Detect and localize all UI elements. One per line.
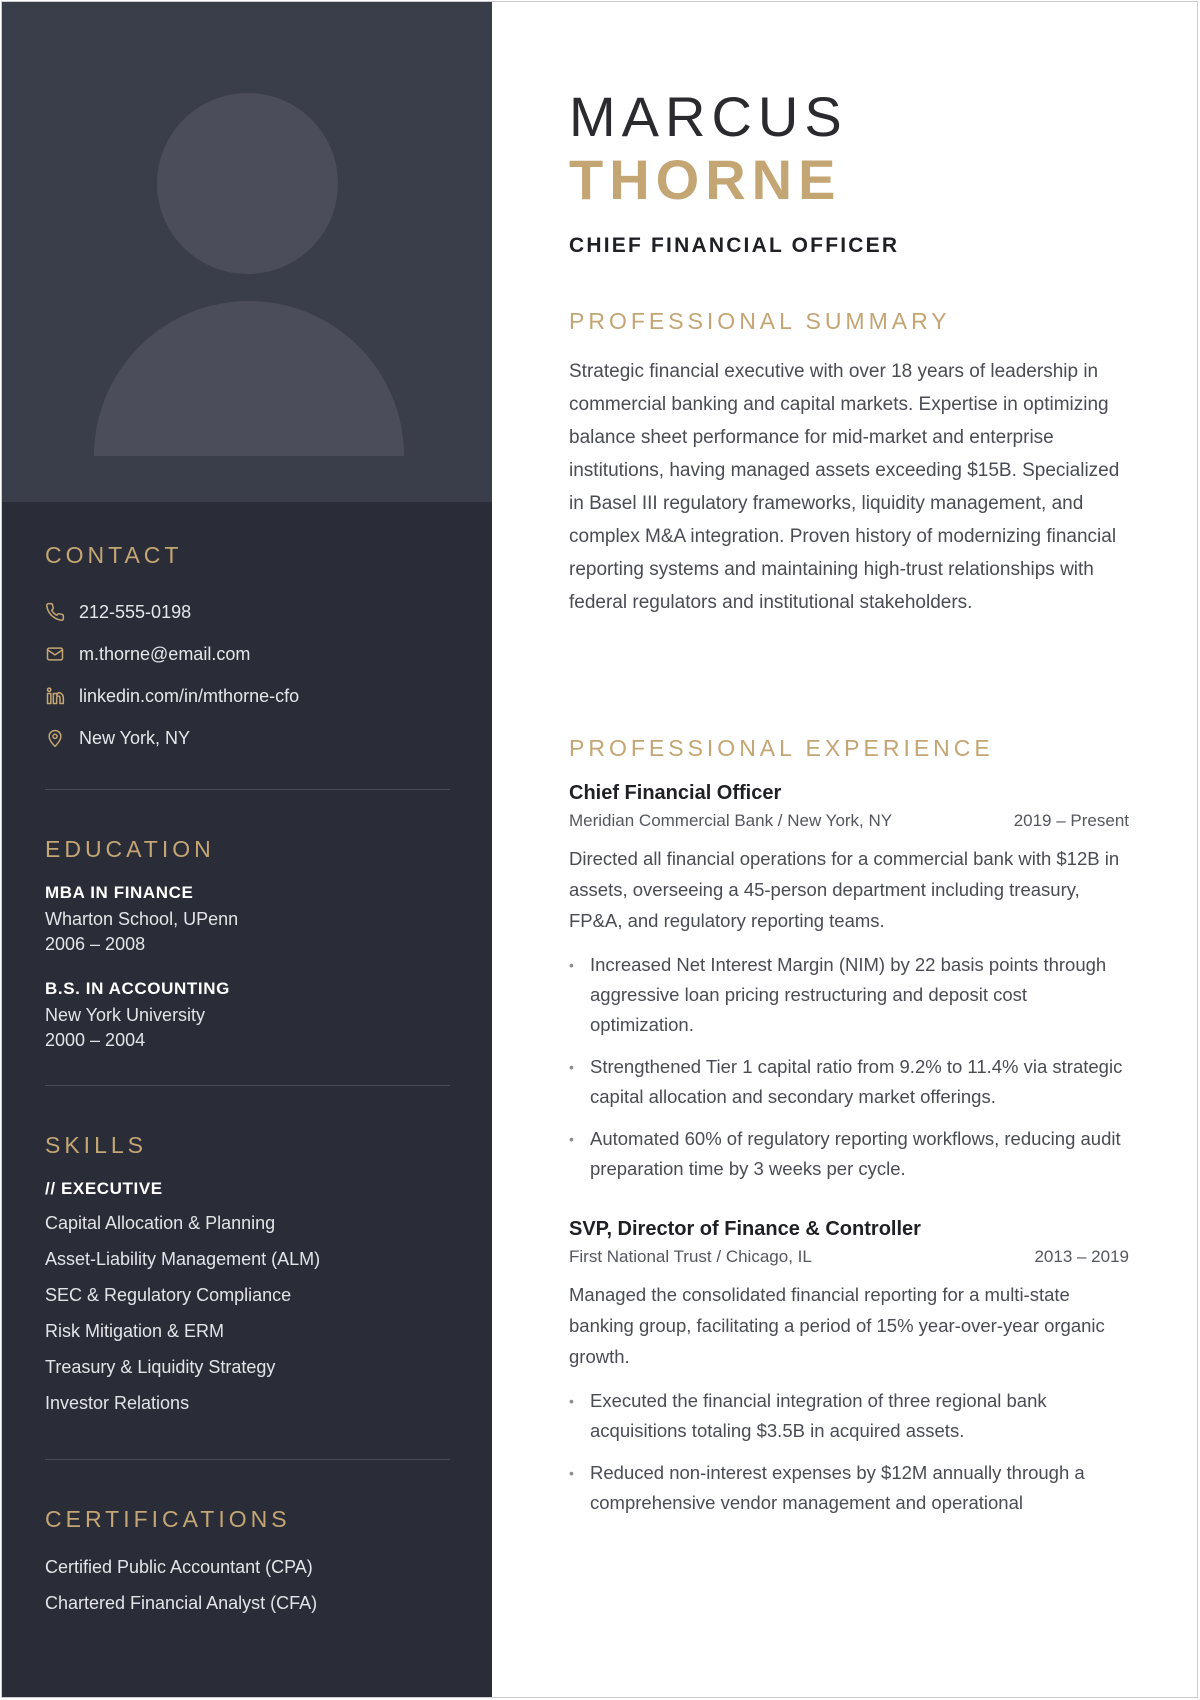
resume-page <box>1 1 1198 1698</box>
skill-item: Investor Relations <box>45 1393 190 1413</box>
summary-section <box>569 308 1129 619</box>
bullet-item: • Automated 60% of regulatory reporting workflows, reducing audit preparation time by 3 weeks per cycle. <box>569 1124 1129 1184</box>
job-title: CHIEF FINANCIAL OFFICER <box>569 234 900 257</box>
profile-photo-placeholder <box>2 2 492 502</box>
skill-item: Asset-Liability Management (ALM) <box>45 1249 321 1269</box>
job-meta <box>569 1247 1129 1267</box>
education-school: New York University <box>45 1005 206 1025</box>
education-item <box>45 883 450 957</box>
skill-item: Treasury & Liquidity Strategy <box>45 1357 276 1377</box>
contact-phone-text: 212-555-0198 <box>79 601 192 622</box>
experience-section <box>569 735 1129 1530</box>
education-degree: MBA IN FINANCE <box>45 883 194 902</box>
job-company: First National Trust / Chicago, IL <box>569 1247 812 1266</box>
avatar-body-icon <box>94 301 404 456</box>
divider <box>45 1459 450 1460</box>
contact-list <box>45 591 450 759</box>
certifications-list <box>45 1549 450 1621</box>
job-dates: 2019 – Present <box>1013 811 1129 830</box>
job-entry <box>569 782 1129 1184</box>
contact-email-text: m.thorne@email.com <box>79 643 251 664</box>
education-years: 2000 – 2004 <box>45 1030 146 1050</box>
phone-icon <box>45 602 65 622</box>
skill-category: // EXECUTIVE <box>45 1179 163 1198</box>
education-heading: EDUCATION <box>45 836 215 862</box>
job-description: Managed the consolidated financial reporting for a multi-state banking group, facilitating a period of 15% year-over-year organic growth. <box>569 1284 1105 1367</box>
last-name: THORNE <box>569 148 842 211</box>
job-dates: 2013 – 2019 <box>1034 1247 1129 1266</box>
sidebar <box>2 2 492 1697</box>
contact-location-text: New York, NY <box>79 727 191 748</box>
contact-linkedin-text: linkedin.com/in/mthorne-cfo <box>79 685 300 706</box>
certification-item: Certified Public Accountant (CPA) <box>45 1557 313 1577</box>
education-list <box>45 883 450 1053</box>
contact-phone <box>45 591 450 633</box>
divider <box>45 1085 450 1086</box>
certifications-heading: CERTIFICATIONS <box>45 1506 291 1532</box>
bullet-item: • Strengthened Tier 1 capital ratio from 9.2% to 11.4% via strategic capital allocation and secondary market offerings. <box>569 1052 1129 1112</box>
skill-item: Capital Allocation & Planning <box>45 1213 276 1233</box>
job-bullets <box>569 950 1129 1184</box>
bullet-item: • Increased Net Interest Margin (NIM) by 22 basis points through aggressive loan pricing restructuring and deposit cost optimization. <box>569 950 1129 1040</box>
email-icon <box>45 644 65 664</box>
summary-text: Strategic financial executive with over 18 years of leadership in commercial banking and capital markets. Expertise in optimizing balance sheet performance for mid-market and enterprise institutions, having managed assets exceeding $15B. Specialized in Basel III regulatory frameworks, liquidity management, and complex M&A integration. Proven history of modernizing financial reporting systems and maintaining high-trust relationships with federal regulators and institutional stakeholders. <box>569 361 1120 613</box>
job-company: Meridian Commercial Bank / New York, NY <box>569 811 893 830</box>
contact-email <box>45 633 450 675</box>
contact-heading: CONTACT <box>45 542 183 568</box>
education-school: Wharton School, UPenn <box>45 909 239 929</box>
sidebar-content <box>45 542 450 1621</box>
skills-heading: SKILLS <box>45 1132 147 1158</box>
skills-list <box>45 1205 450 1421</box>
bullet-item: • Executed the financial integration of three regional bank acquisitions totaling $3.5B in acquired assets. <box>569 1386 1129 1446</box>
job-bullets <box>569 1386 1129 1518</box>
job-meta <box>569 811 1129 831</box>
certification-item: Chartered Financial Analyst (CFA) <box>45 1593 318 1613</box>
divider <box>45 789 450 790</box>
contact-linkedin <box>45 675 450 717</box>
contact-location <box>45 717 450 759</box>
summary-heading: PROFESSIONAL SUMMARY <box>569 308 951 334</box>
experience-heading: PROFESSIONAL EXPERIENCE <box>569 735 994 761</box>
job-description: Directed all financial operations for a commercial bank with $12B in assets, overseeing a 45-person department including treasury, FP&A, and regulatory reporting teams. <box>569 848 1120 931</box>
job-entry <box>569 1218 1129 1518</box>
skill-item: Risk Mitigation & ERM <box>45 1321 225 1341</box>
job-role: SVP, Director of Finance & Controller <box>569 1218 921 1240</box>
location-icon <box>45 728 65 748</box>
avatar-head-icon <box>157 93 338 274</box>
first-name: MARCUS <box>569 85 848 148</box>
education-item <box>45 979 450 1053</box>
skill-item: SEC & Regulatory Compliance <box>45 1285 292 1305</box>
education-degree: B.S. IN ACCOUNTING <box>45 979 230 998</box>
education-years: 2006 – 2008 <box>45 934 146 954</box>
bullet-item: • Reduced non-interest expenses by $12M annually through a comprehensive vendor management and operational <box>569 1458 1129 1518</box>
linkedin-icon <box>45 686 65 706</box>
job-role: Chief Financial Officer <box>569 782 782 804</box>
